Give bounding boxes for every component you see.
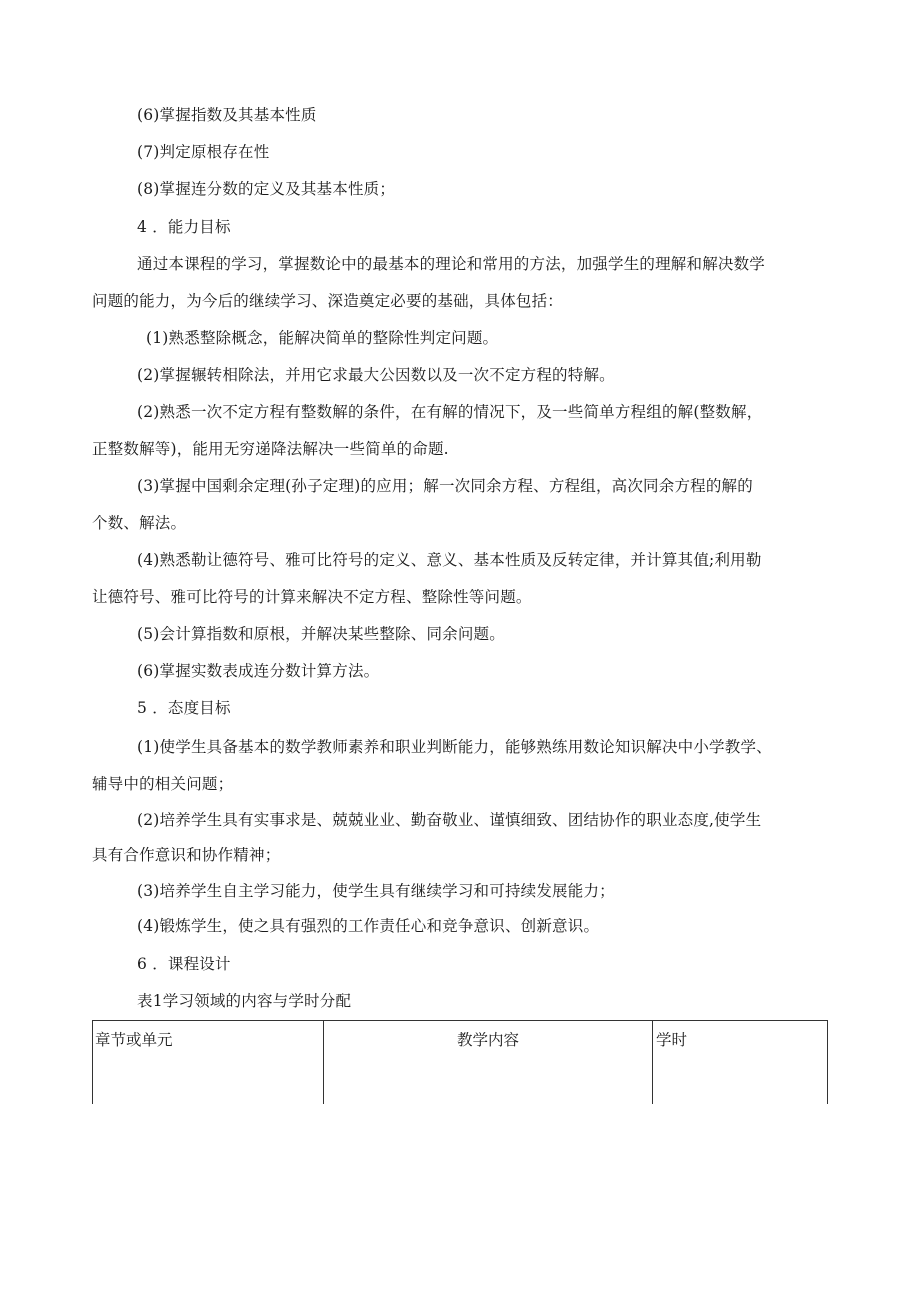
list-item-continuation: 具有合作意识和协作精神； [92, 846, 281, 864]
list-item: (7)判定原根存在性 [137, 143, 270, 161]
section-heading: 5 ．态度目标 [137, 699, 231, 717]
table-header-hours: 学时 [656, 1031, 688, 1049]
paragraph-line: 通过本课程的学习，掌握数论中的最基本的理论和常用的方法，加强学生的理解和解决数学 [137, 255, 766, 273]
column-divider [652, 1021, 653, 1104]
list-item: (2)培养学生具有实事求是、兢兢业业、勤奋敬业、谨慎细致、团结协作的职业态度,使学生 [137, 811, 762, 829]
section-heading: 6 ．课程设计 [137, 955, 231, 973]
table-header-chapter: 章节或单元 [95, 1031, 173, 1049]
list-item-continuation: 让德符号、雅可比符号的计算来解决不定方程、整除性等问题。 [92, 588, 532, 606]
list-item-continuation: 辅导中的相关问题； [92, 775, 234, 793]
list-item: (4)熟悉勒让德符号、雅可比符号的定义、意义、基本性质及反转定律，并计算其值;利用勒 [137, 551, 762, 569]
list-item: (5)会计算指数和原根，并解决某些整除、同余问题。 [137, 625, 505, 643]
list-item: (8)掌握连分数的定义及其基本性质； [137, 180, 396, 198]
list-item: (2)熟悉一次不定方程有整数解的条件，在有解的情况下，及一些简单方程组的解(整数解， [137, 403, 763, 421]
list-item: (6)掌握实数表成连分数计算方法。 [137, 662, 380, 680]
table-header-content: 教学内容 [456, 1031, 519, 1049]
list-item: (3)培养学生自主学习能力，使学生具有继续学习和可持续发展能力； [137, 882, 615, 900]
list-item: (1)使学生具备基本的数学教师素养和职业判断能力，能够熟练用数论知识解决中小学教学、 [137, 738, 772, 756]
table-caption: 表1学习领域的内容与学时分配 [137, 992, 352, 1010]
list-item: (1)熟悉整除概念，能解决简单的整除性判定问题。 [146, 329, 499, 347]
list-item: (4)锻炼学生，使之具有强烈的工作责任心和竞争意识、创新意识。 [137, 917, 600, 935]
list-item: (3)掌握中国剩余定理(孙子定理)的应用；解一次同余方程、方程组，高次同余方程的解的 [137, 477, 753, 495]
list-item: (2)掌握辗转相除法，并用它求最大公因数以及一次不定方程的特解。 [137, 366, 615, 384]
content-table [92, 1020, 828, 1104]
list-item-continuation: 个数、解法。 [92, 514, 187, 532]
paragraph-line: 问题的能力，为今后的继续学习、深造奠定必要的基础，具体包括： [92, 292, 564, 310]
list-item-continuation: 正整数解等)，能用无穷递降法解决一些简单的命题. [92, 440, 449, 458]
section-heading: 4 ．能力目标 [137, 218, 231, 236]
list-item: (6)掌握指数及其基本性质 [137, 106, 317, 124]
